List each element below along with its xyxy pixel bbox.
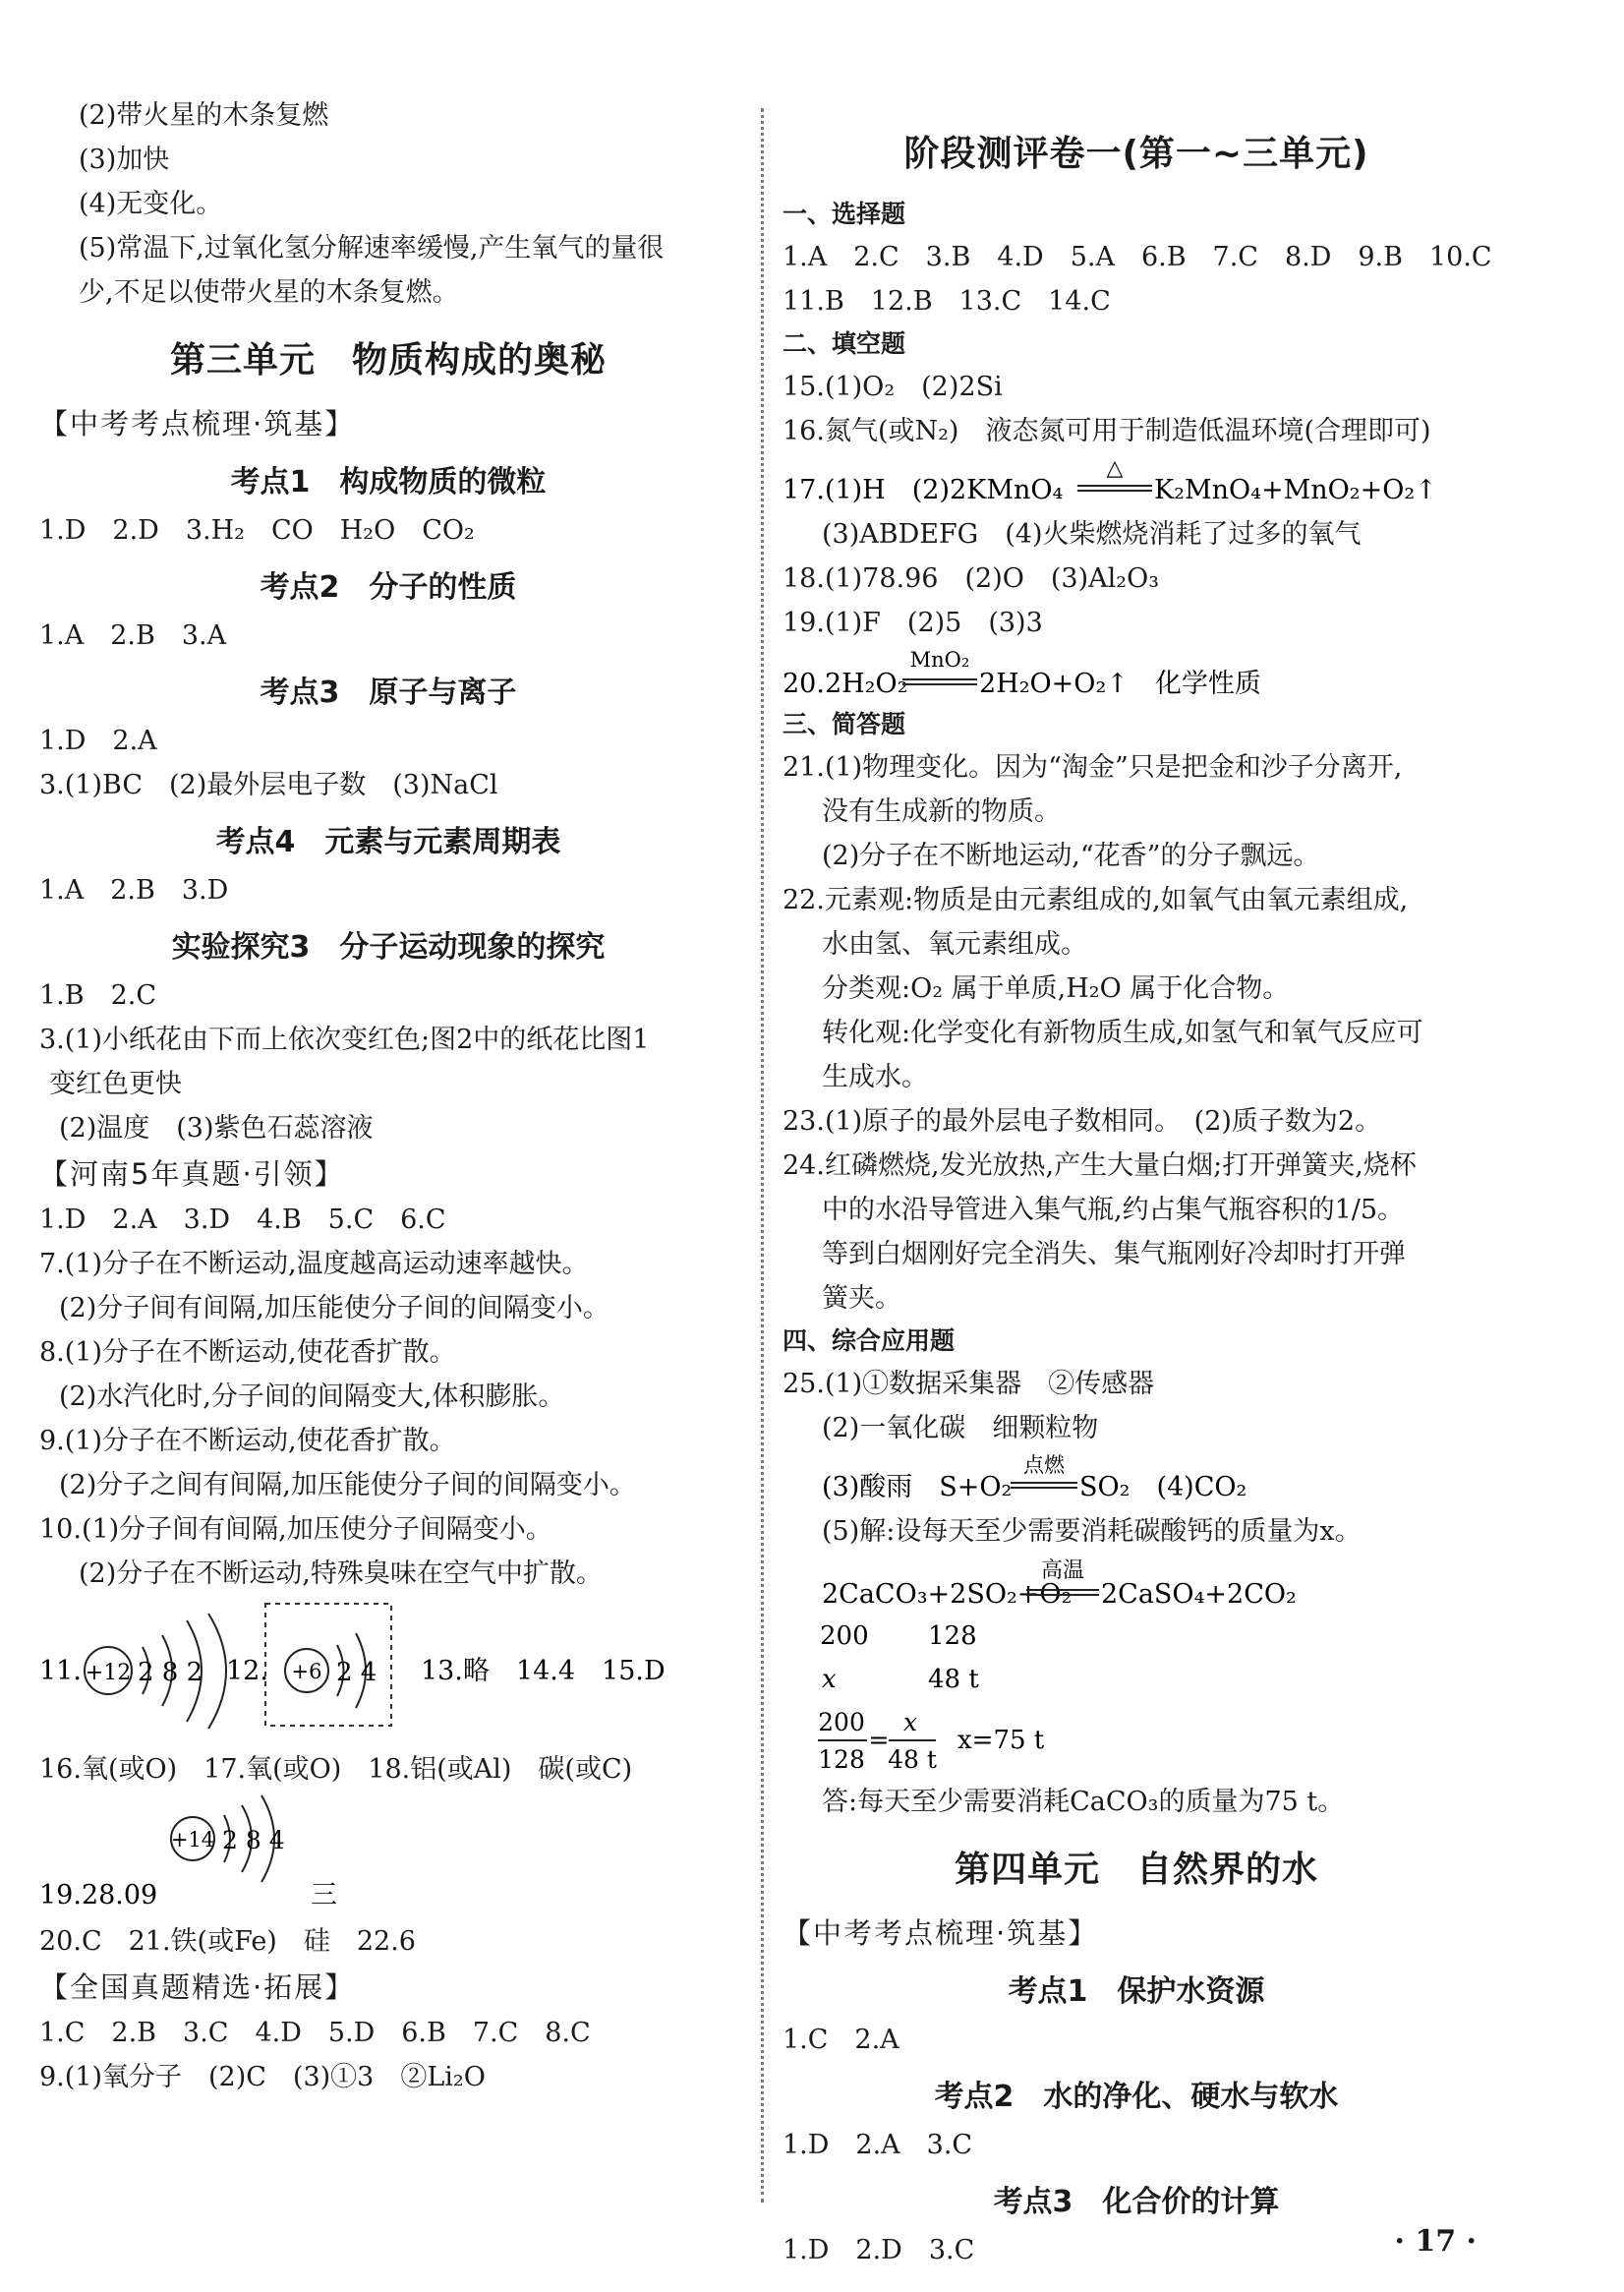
answer-line: 1.C 2.A xyxy=(783,2025,899,2055)
answer-line: 1.C 2.B 3.C 4.D 5.D 6.B 7.C 8.C xyxy=(39,2018,591,2048)
atom-diagrams xyxy=(39,1596,737,1743)
answer-line: 9.(1)氧分子 (2)C (3)①3 ②Li₂O xyxy=(39,2062,486,2092)
answer-line: 23.(1)原子的最外层电子数相同。 (2)质子数为2。 xyxy=(783,1106,1382,1137)
eq25b-condition: 高温 xyxy=(1040,1558,1085,1583)
answer-line: (2)分子在不断地运动,“花香”的分子飘远。 xyxy=(822,841,1320,871)
q19-answer: 19.28.09 xyxy=(39,1880,158,1910)
answer-line: 8.(1)分子在不断运动,使花香扩散。 xyxy=(39,1337,456,1368)
unit-title: 第四单元 自然界的水 xyxy=(954,1850,1318,1890)
section-header: 【全国真题精选·拓展】 xyxy=(39,1970,356,2004)
answer-line: 少,不足以使带火星的木条复燃。 xyxy=(79,277,459,308)
answer-line: 1.B 2.C xyxy=(39,980,157,1011)
atom-diagram-row xyxy=(39,1596,737,1743)
frac1-den: 128 xyxy=(818,1745,865,1774)
atom2-shells: 2 4 xyxy=(336,1658,377,1687)
left-column xyxy=(39,93,737,2099)
section-header: 一、选择题 xyxy=(783,200,906,228)
point-title: 实验探究3 分子运动现象的探究 xyxy=(171,930,606,965)
ratio-row xyxy=(783,1615,1490,1701)
answer-line: (2)带火星的木条复燃 xyxy=(79,100,329,131)
answer-line: 1.D 2.A xyxy=(39,726,157,756)
eq17-reactants: 17.(1)H (2)2KMnO₄ xyxy=(783,475,1064,505)
frac1-num: 200 xyxy=(818,1708,865,1736)
point-title: 考点2 分子的性质 xyxy=(260,570,517,605)
answer-line: 答:每天至少需要消耗CaCO₃的质量为75 t。 xyxy=(822,1787,1345,1817)
eq20-condition: MnO₂ xyxy=(909,648,970,672)
answer-line: 3.(1)小纸花由下而上依次变红色;图2中的纸花比图1 xyxy=(39,1025,650,1055)
ratio-48t: 48 t xyxy=(928,1665,979,1694)
eq25b-reactants: 2CaCO₃+2SO₂+O₂ xyxy=(822,1579,1073,1610)
atom1-shells: 2 8 2 xyxy=(138,1658,203,1687)
answer-line: 16.氧(或O) 17.氧(或O) 18.铝(或Al) 碳(或C) xyxy=(39,1754,633,1785)
answer-line: 3.(1)BC (2)最外层电子数 (3)NaCl xyxy=(39,770,498,800)
answer-line: (4)无变化。 xyxy=(79,189,223,219)
atom-diagram-si xyxy=(39,1792,737,1919)
section-header: 【河南5年真题·引领】 xyxy=(39,1157,345,1191)
equation-row xyxy=(783,645,1490,704)
answer-line: 簧夹。 xyxy=(822,1283,901,1314)
atom3-shells: 2 8 4 xyxy=(222,1826,285,1854)
point-title: 考点3 原子与离子 xyxy=(260,676,517,710)
ratio-caco3: 200 xyxy=(820,1621,869,1651)
point-title: 考点2 水的净化、硬水与软水 xyxy=(934,2080,1339,2114)
answer-line: 9.(1)分子在不断运动,使花香扩散。 xyxy=(39,1426,456,1456)
answer-line: 20.C 21.铁(或Fe) 硅 22.6 xyxy=(39,1926,416,1957)
q12-label: 12. xyxy=(226,1656,268,1686)
answer-line: (3)加快 xyxy=(79,145,170,175)
fraction-row xyxy=(783,1701,1490,1780)
answer-line: 水由氢、氧元素组成。 xyxy=(822,929,1087,960)
eq20-reactants: 20.2H₂O₂ xyxy=(783,669,908,699)
frac2-num: x xyxy=(902,1708,918,1736)
answer-line: 没有生成新的物质。 xyxy=(822,796,1061,827)
answer-line: 转化观:化学变化有新物质生成,如氢气和氧气反应可 xyxy=(822,1018,1423,1048)
answer-line: 25.(1)①数据采集器 ②传感器 xyxy=(783,1369,1155,1399)
answer-line: 16.氮气(或N₂) 液态氮可用于制造低温环境(合理即可) xyxy=(783,416,1431,446)
answer-line: 1.D 2.D 3.C xyxy=(783,2235,975,2265)
answer-line: 22.元素观:物质是由元素组成的,如氧气由氧元素组成, xyxy=(783,885,1409,915)
section-header: 四、综合应用题 xyxy=(783,1326,956,1355)
ratio-so2: 128 xyxy=(928,1621,977,1651)
equation-20 xyxy=(783,645,1490,704)
equation-25-5 xyxy=(783,1554,1490,1615)
section-header: 【中考考点梳理·筑基】 xyxy=(39,407,356,441)
equation-row xyxy=(783,453,1490,512)
atom1-shell-arc xyxy=(208,1614,226,1729)
answer-line: (2)水汽化时,分子间的间隔变大,体积膨胀。 xyxy=(59,1381,565,1412)
right-column xyxy=(783,116,1490,2272)
answer-line: (3)ABDEFG (4)火柴燃烧消耗了过多的氧气 xyxy=(822,519,1362,550)
answer-line: 18.(1)78.96 (2)O (3)Al₂O₃ xyxy=(783,563,1160,594)
equation-row xyxy=(783,1554,1490,1615)
answer-line: 1.D 2.A 3.C xyxy=(783,2130,973,2160)
answer-line: 1.A 2.B 3.A xyxy=(39,620,227,651)
section-header: 二、填空题 xyxy=(783,329,906,358)
answer-line: (2)分子间有间隔,加压能使分子间的间隔变小。 xyxy=(59,1293,609,1323)
answer-line: (2)分子在不断运动,特殊臭味在空气中扩散。 xyxy=(79,1558,603,1589)
eq17-condition: △ xyxy=(1106,456,1124,481)
answer-line: 19.(1)F (2)5 (3)3 xyxy=(783,608,1043,638)
equation-25-3 xyxy=(783,1450,1490,1509)
answer-line: 15.(1)O₂ (2)2Si xyxy=(783,372,1003,402)
eq25-products: SO₂ (4)CO₂ xyxy=(1079,1472,1247,1502)
atom2-nucleus: +6 xyxy=(291,1660,322,1683)
q13-15: 13.略 14.4 15.D xyxy=(421,1656,666,1686)
unit-title: 第三单元 物质构成的奥秘 xyxy=(169,340,607,381)
column-divider xyxy=(761,108,764,2203)
q19-period: 三 xyxy=(311,1880,337,1910)
answer-line: 生成水。 xyxy=(822,1062,928,1092)
answer-line: (2)分子之间有间隔,加压能使分子间的间隔变小。 xyxy=(59,1470,636,1500)
answer-line: (5)解:设每天至少需要消耗碳酸钙的质量为x。 xyxy=(822,1516,1362,1547)
frac-eq: = xyxy=(868,1726,890,1754)
eq20-products: 2H₂O+O₂↑ 化学性质 xyxy=(979,669,1261,699)
answer-line: 1.A 2.C 3.B 4.D 5.A 6.B 7.C 8.D 9.B 10.C xyxy=(783,242,1492,272)
ratio-values xyxy=(783,1615,1490,1701)
section-header: 三、简答题 xyxy=(783,710,906,738)
x-value: x=75 t xyxy=(957,1726,1045,1755)
eq17-products: K₂MnO₄+MnO₂+O₂↑ xyxy=(1154,475,1437,505)
answer-line: 1.D 2.A 3.D 4.B 5.C 6.C xyxy=(39,1205,446,1235)
answer-line: (5)常温下,过氧化氢分解速率缓慢,产生氧气的量很 xyxy=(79,233,665,264)
test-title: 阶段测评卷一(第一~三单元) xyxy=(903,134,1369,174)
eq25-condition: 点燃 xyxy=(1023,1453,1065,1477)
atom-diagram-row-2 xyxy=(39,1792,737,1919)
answer-line: 变红色更快 xyxy=(49,1069,182,1099)
answer-line: 分类观:O₂ 属于单质,H₂O 属于化合物。 xyxy=(822,973,1290,1004)
q11-label: 11. xyxy=(39,1656,82,1686)
eq25-reactants: (3)酸雨 S+O₂ xyxy=(822,1472,1013,1502)
answer-line: 1.D 2.D 3.H₂ CO H₂O CO₂ xyxy=(39,515,475,546)
atom3-nucleus: +14 xyxy=(170,1828,215,1851)
answer-line: (2)一氧化碳 细颗粒物 xyxy=(822,1413,1099,1443)
answer-line: 1.A 2.B 3.D xyxy=(39,875,229,906)
answer-line: 10.(1)分子间有间隔,加压使分子间隔变小。 xyxy=(39,1514,552,1545)
answer-line: 等到白烟刚好完全消失、集气瓶刚好冷却时打开弹 xyxy=(822,1239,1406,1269)
eq25b-products: 2CaSO₄+2CO₂ xyxy=(1101,1579,1297,1610)
answer-line: (2)温度 (3)紫色石蕊溶液 xyxy=(59,1113,374,1144)
answer-line: 24.红磷燃烧,发光放热,产生大量白烟;打开弹簧夹,烧杯 xyxy=(783,1150,1417,1181)
section-header: 【中考考点梳理·筑基】 xyxy=(783,1916,1099,1950)
equation-17 xyxy=(783,453,1490,512)
answer-line: 中的水沿导管进入集气瓶,约占集气瓶容积的1/5。 xyxy=(822,1195,1405,1225)
page-number: · 17 · xyxy=(1394,2224,1477,2259)
fraction-equation xyxy=(783,1701,1490,1780)
point-title: 考点1 构成物质的微粒 xyxy=(230,465,547,500)
answer-line: 11.B 12.B 13.C 14.C xyxy=(783,286,1111,317)
answer-line: 21.(1)物理变化。因为“淘金”只是把金和沙子分离开, xyxy=(783,752,1403,783)
frac2-den: 48 t xyxy=(888,1745,937,1774)
point-title: 考点4 元素与元素周期表 xyxy=(215,825,561,859)
equation-row xyxy=(783,1450,1490,1509)
atom1-nucleus: +12 xyxy=(85,1661,132,1685)
answer-line: 7.(1)分子在不断运动,温度越高运动速率越快。 xyxy=(39,1249,589,1279)
point-title: 考点3 化合价的计算 xyxy=(993,2185,1280,2219)
ratio-x: x xyxy=(822,1665,837,1694)
point-title: 考点1 保护水资源 xyxy=(1008,1974,1265,2009)
